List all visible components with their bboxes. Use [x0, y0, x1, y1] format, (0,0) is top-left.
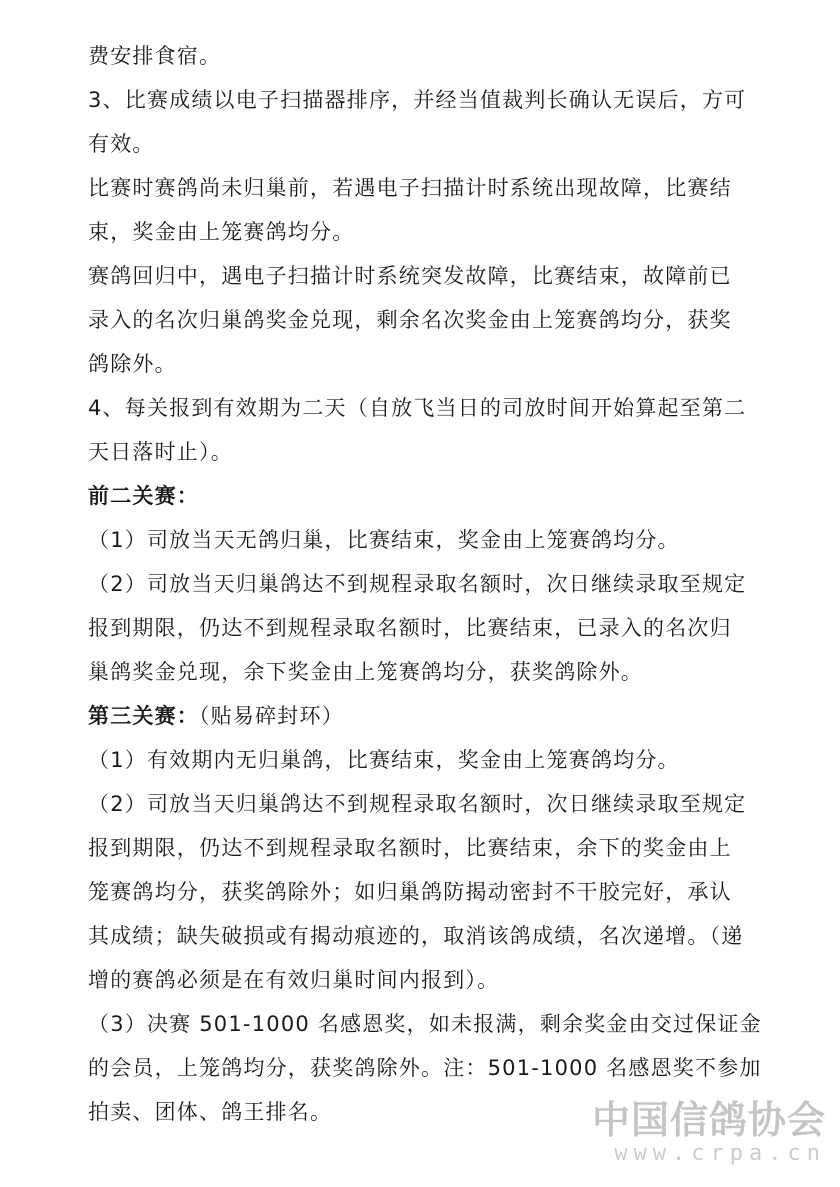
section-heading-third-stage: 第三关赛：	[88, 704, 199, 728]
text-line: 比赛时赛鸽尚未归巢前，若遇电子扫描计时系统出现故障，比赛结	[88, 176, 732, 200]
text-line: （1）司放当天无鸽归巢，比赛结束，奖金由上笼赛鸽均分。	[88, 528, 680, 552]
text-line: 巢鸽奖金兑现，余下奖金由上笼赛鸽均分，获奖鸽除外。	[88, 660, 643, 684]
text-line: 4、每关报到有效期为二天（自放飞当日的司放时间开始算起至第二	[88, 396, 747, 420]
text-line: 报到期限，仍达不到规程录取名额时，比赛结束，已录入的名次归	[88, 616, 732, 640]
text-line: 3、比赛成绩以电子扫描器排序，并经当值裁判长确认无误后，方可	[88, 88, 747, 112]
text-line: 报到期限，仍达不到规程录取名额时，比赛结束，余下的奖金由上	[88, 836, 732, 860]
watermark-url: www.crpa.cn	[614, 1141, 826, 1166]
text-line: 其成绩；缺失破损或有揭动痕迹的，取消该鸽成绩，名次递增。（递	[88, 924, 744, 948]
text-line: （2）司放当天归巢鸽达不到规程录取名额时，次日继续录取至规定	[88, 792, 747, 816]
watermark-title: 中国信鸽协会	[591, 1098, 826, 1142]
text-line: 增的赛鸽必须是在有效归巢时间内报到）。	[88, 968, 500, 992]
text-line: 鸽除外。	[88, 352, 177, 376]
text-line: 束，奖金由上笼赛鸽均分。	[88, 220, 355, 244]
text-line: 有效。	[88, 132, 155, 156]
section-heading-first-two-stages: 前二关赛：	[88, 484, 199, 508]
text-line: 拍卖、团体、鸽王排名。	[88, 1100, 333, 1124]
text-line: （3）决赛 501-1000 名感恩奖，如未报满，剩余奖金由交过保证金	[88, 1012, 762, 1036]
section-heading-third-stage-row	[88, 694, 768, 738]
third-stage-note: （贴易碎封环）	[199, 704, 344, 728]
text-line: 费安排食宿。	[88, 44, 222, 68]
text-line: 赛鸽回归中，遇电子扫描计时系统突发故障，比赛结束，故障前已	[88, 264, 732, 288]
text-line: （1）有效期内无归巢鸽，比赛结束，奖金由上笼赛鸽均分。	[88, 748, 680, 772]
watermark	[592, 1099, 826, 1167]
text-line: 录入的名次归巢鸽奖金兑现，剩余名次奖金由上笼赛鸽均分，获奖	[88, 308, 732, 332]
text-line: （2）司放当天归巢鸽达不到规程录取名额时，次日继续录取至规定	[88, 572, 747, 596]
text-line: 笼赛鸽均分，获奖鸽除外；如归巢鸽防揭动密封不干胶完好，承认	[88, 880, 732, 904]
text-line: 的会员，上笼鸽均分，获奖鸽除外。注：501-1000 名感恩奖不参加	[88, 1056, 762, 1080]
text-line: 天日落时止）。	[88, 440, 233, 464]
document-body	[88, 34, 768, 1134]
